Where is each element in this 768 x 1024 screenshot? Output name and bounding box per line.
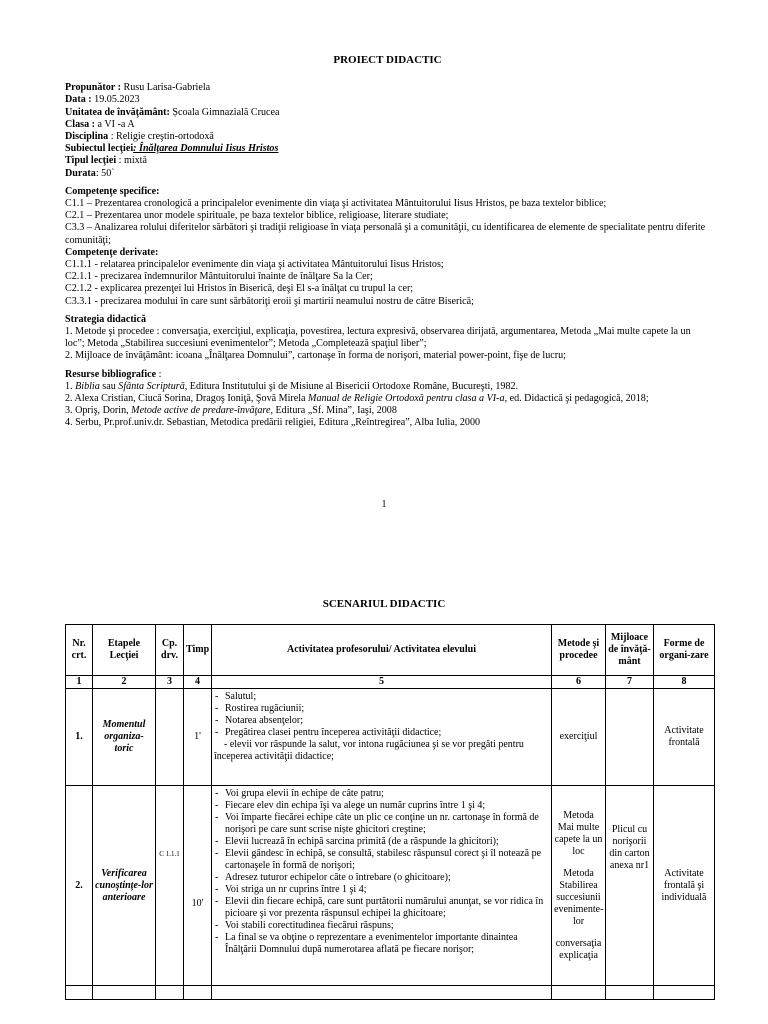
column-number-row: [66, 676, 715, 689]
competente-specifice-section: [65, 186, 710, 247]
activity-item: - Pregătirea clasei pentru începerea activităţii didactice;: [214, 727, 549, 739]
header-cp: Cp. drv.: [156, 625, 184, 676]
row-nr: 1.: [66, 689, 93, 786]
activity-item: - Voi stabili corectitudinea fiecărui răspuns;: [214, 920, 549, 932]
list-item: C1.1 – Prezentarea cronologică a principalelor evenimente din viaţa şi activitatea Mântuitorului Iisus Hristos, pe baza textelor biblice;: [65, 198, 607, 210]
header-field-value: : mixtă: [116, 155, 147, 167]
header-field-value: 19.05.2023: [91, 94, 140, 106]
header-field: [65, 107, 710, 119]
header-field-label: Unitatea de învăţământ:: [65, 106, 170, 118]
header-etape: Etapele Lecţiei: [93, 625, 156, 676]
header-field-value: Școala Gimnazială Crucea: [169, 106, 280, 118]
header-mijloace: Mijloace de învăţă-mânt: [606, 625, 654, 676]
activity-item: - Elevii gândesc în echipă, se consultă, stabilesc răspunsul corect şi îl notează pe cartonaşele în formă de norişori;: [214, 848, 549, 872]
table-header-row: [66, 625, 715, 676]
list-item: C3.3.1 - precizarea modului în care sunt sărbătoriţi eroii şi martirii neamului nostru de către Biserică;: [65, 295, 474, 307]
col-num: 7: [606, 676, 654, 689]
list-item: C1.1.1 - relatarea principalelor evenimente din viaţa şi activitatea Mântuitorului Iisus Hristos;: [65, 259, 444, 271]
metode-part: Metoda Mai multe capete la un loc: [554, 809, 603, 857]
list-item: 2. Mijloace de învăţământ: icoana „Înălţarea Domnului”, cartonaşe în forma de norişori, material power-point, fişe de lucru;: [65, 350, 566, 362]
header-field-value: a VI -a A: [95, 118, 135, 130]
page-number: 1: [381, 499, 387, 510]
competente-derivate-heading: Competenţe derivate:: [65, 246, 159, 258]
list-item: C2.1 – Prezentarea unor modele spirituale, pe baza textelor biblice, religioase, literare studiate;: [65, 210, 449, 222]
header-field: [65, 131, 710, 143]
bibliography-item: 3. Opriş, Dorin, Metode active de predare-învăţare, Editura „Sf. Mina”, Iaşi, 2008: [65, 405, 397, 417]
activity-item: - Elevii din fiecare echipă, care sunt purtătorii numărului anunţat, se vor ridica în picioare şi vor prezenta răspunsul echipei la ghicitoare;: [214, 896, 549, 920]
header-field-value: : Înălţarea Domnului Iisus Hristos: [133, 143, 279, 155]
strategia-section: [65, 314, 710, 363]
row-activitate: [212, 786, 552, 986]
header-field: [65, 82, 710, 94]
scenario-title: SCENARIUL DIDACTIC: [322, 598, 446, 610]
row-timp: 10': [184, 786, 212, 986]
header-field-value: Rusu Larisa-Gabriela: [121, 82, 211, 94]
col-num: 5: [212, 676, 552, 689]
list-item: C2.1.2 - explicarea prezenţei lui Hristos în Biserică, deşi El s-a înălţat cu trupul la cer;: [65, 283, 414, 295]
resurse-section: Resurse bibliografice : 1. Biblia sau Sfânta Scriptură, Editura Institutului şi de Misiune al Bisericii Ortodoxe Române, Bucureşti, 1982. 2. Alexa Cristian, Ciucă Sorina, Dragoş Ioniţă, Şovă Mirela Manual de Religie Ortodoxă pentru clasa a VI-a, ed. Didactică şi pedagogică, 2018; 3. Opriş, Dorin, Metode active de predare-învăţare, Editura „Sf. Mina”, Iaşi, 2008 4. Serbu, Pr.prof.univ.dr. Sebastian, Metodica predării religiei, Editura „Reîntregirea”, Alba Iulia, 2000: [65, 369, 710, 430]
header-field-value: : Religie creştin-ortodoxă: [108, 131, 214, 143]
col-num: 4: [184, 676, 212, 689]
header-field: [65, 143, 710, 155]
row-nr: 2.: [66, 786, 93, 986]
activity-item: - Voi striga un nr cuprins între 1 şi 4;: [214, 884, 549, 896]
bibliography-item: 1. Biblia sau Sfânta Scriptură, Editura Institutului şi de Misiune al Bisericii Ortodoxe Române, Bucureşti, 1982.: [65, 380, 519, 392]
page-one: [65, 54, 710, 430]
row-etapa: Momentul organiza-toric: [93, 689, 156, 786]
row-mijloace: Plicul cu norişorii din carton anexa nr1: [606, 786, 654, 986]
scenario-table: [65, 624, 715, 1000]
col-num: 2: [93, 676, 156, 689]
list-item: C3.3 – Analizarea rolului diferitelor sărbători şi tradiţii religioase în viaţa personală şi a comunităţii, cu identificarea de elemente de specialitate pentru diferite comunităţi;: [65, 222, 706, 246]
row-metode: [552, 786, 606, 986]
metode-part: Metoda Stabilirea succesiunii evenimente-lor: [554, 867, 604, 927]
col-num: 3: [156, 676, 184, 689]
activity-item: - Adresez tuturor echipelor câte o întrebare (o ghicitoare);: [214, 872, 549, 884]
activity-item: - Fiecare elev din echipa îşi va alege un număr cuprins între 1 şi 4;: [214, 800, 549, 812]
bibliography-item: 4. Serbu, Pr.prof.univ.dr. Sebastian, Metodica predării religiei, Editura „Reîntregirea”, Alba Iulia, 2000: [65, 417, 481, 429]
activity-item: - Salutul;: [214, 691, 549, 703]
row-mijloace: [606, 689, 654, 786]
competente-specifice-heading: Competenţe specifice:: [65, 185, 160, 197]
header-field-label: Data :: [65, 94, 92, 106]
row-activitate-extra: - elevii vor răspunde la salut, vor intona rugăciunea şi se vor pregăti pentru începerea activităţii didactice;: [214, 739, 527, 762]
header-field-label: Clasa :: [65, 118, 96, 130]
row-cp: C 1.1.1: [156, 786, 184, 986]
header-field-label: Subiectul lecţiei: [65, 143, 134, 155]
activity-item: - Rostirea rugăciunii;: [214, 703, 549, 715]
header-timp: Timp: [184, 625, 212, 676]
col-num: 1: [66, 676, 93, 689]
header-fields: [65, 82, 710, 180]
header-forme: Forme de organi-zare: [654, 625, 715, 676]
resurse-heading: Resurse bibliografice: [65, 368, 157, 380]
bibliography-item: 2. Alexa Cristian, Ciucă Sorina, Dragoş Ioniţă, Şovă Mirela Manual de Religie Ortodoxă pentru clasa a VI-a, ed. Didactică şi pedagogică, 2018;: [65, 393, 649, 405]
header-activitate: Activitatea profesorului/ Activitatea elevului: [212, 625, 552, 676]
table-row-empty: [66, 986, 715, 1000]
header-nr: Nr. crt.: [66, 625, 93, 676]
activity-item: - La final se va obţine o reprezentare a evenimentelor importante dinaintea Înălţării Domnului după numerotarea aflată pe fiecare norişor;: [214, 932, 549, 956]
row-metode: exerciţiul: [552, 689, 606, 786]
header-field: [65, 94, 710, 106]
table-row: [66, 689, 715, 786]
row-forme: Activitate frontală: [654, 689, 715, 786]
header-metode: Metode şi procedee: [552, 625, 606, 676]
activity-item: - Elevii lucrează în echipă sarcina primită (de a răspunde la ghicitori);: [214, 836, 549, 848]
row-forme: Activitate frontală şi individuală: [654, 786, 715, 986]
row-etapa: Verificarea cunoştinţe-lor anterioare: [93, 786, 156, 986]
col-num: 8: [654, 676, 715, 689]
metode-part: conversaţia explicaţia: [555, 937, 602, 961]
header-field: [65, 119, 710, 131]
header-field-label: Tipul lecţiei: [65, 155, 117, 167]
competente-derivate-section: [65, 247, 710, 308]
list-item: C2.1.1 - precizarea îndemnurilor Mântuitorului înainte de înălţare Sa la Cer;: [65, 271, 373, 283]
header-field-value: : 50`: [95, 167, 115, 179]
document-title: PROIECT DIDACTIC: [333, 54, 442, 66]
list-item: 1. Metode şi procedee : conversaţia, exerciţiul, explicaţia, povestirea, lectura expresivă, observarea dirijată, argumentarea, Metoda „Mai multe capete la un loc”; Metoda „Stabilirea succesiuni evenimentelor”; Metoda „Completează spaţiul liber”;: [65, 326, 691, 350]
col-num: 6: [552, 676, 606, 689]
row-activitate: [212, 689, 552, 786]
table-row: [66, 786, 715, 986]
strategia-heading: Strategia didactică: [65, 313, 147, 325]
header-field: [65, 155, 710, 167]
header-field-label: Propunător :: [65, 82, 121, 94]
header-field: [65, 168, 710, 180]
row-cp: [156, 689, 184, 786]
activity-item: - Voi împarte fiecărei echipe câte un plic ce conţine un nr. cartonaşe în formă de norişori pe care sunt scrise niște ghicitori creştine;: [214, 812, 549, 836]
header-field-label: Disciplina: [65, 131, 109, 143]
header-field-label: Durata: [65, 167, 96, 179]
row-timp: 1': [184, 689, 212, 786]
activity-item: - Voi grupa elevii în echipe de câte patru;: [214, 788, 549, 800]
activity-item: - Notarea absenţelor;: [214, 715, 549, 727]
